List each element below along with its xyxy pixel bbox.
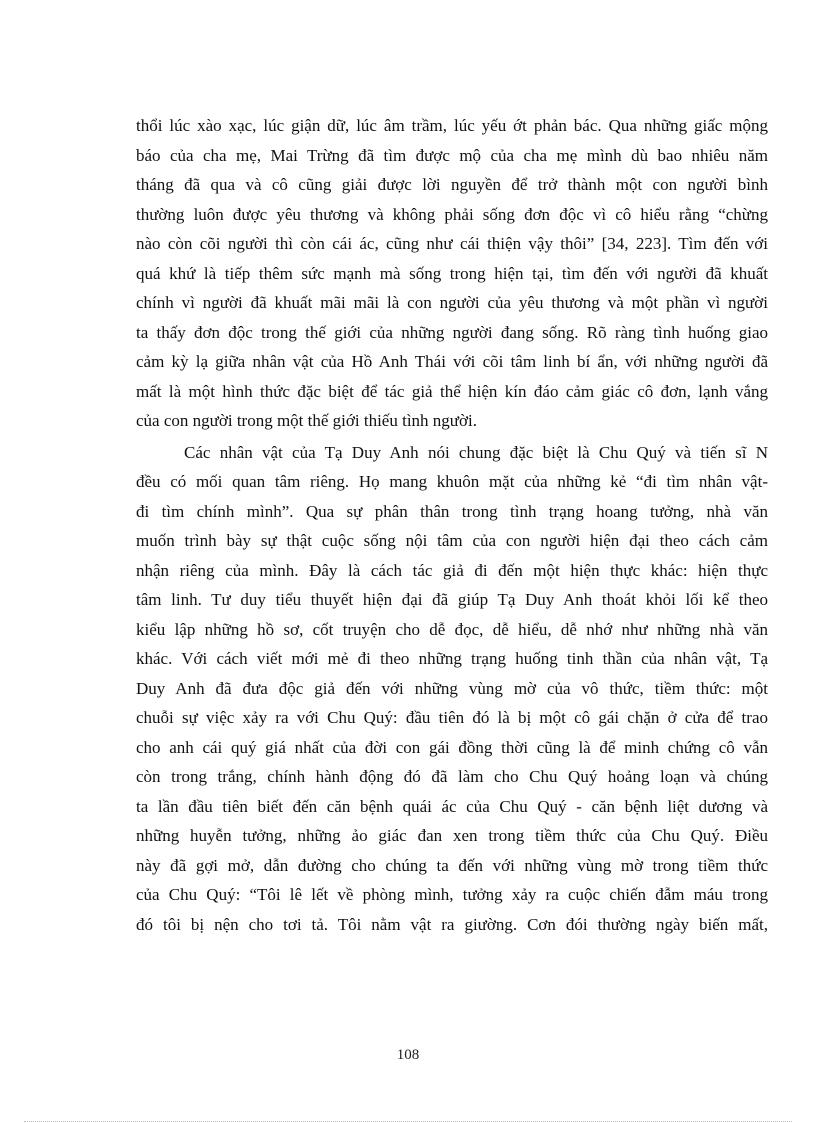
text-line: tháng đã qua và cô cũng giải được lời nguyền để trở thành một con người bình [136, 175, 768, 194]
page-bottom-border [24, 1121, 792, 1122]
text-line: Duy Anh đã đưa độc giả đến với những vùng mờ của vô thức, tiềm thức: một [136, 678, 768, 698]
text-line: cho anh cái quý giá nhất của đời con gái đồng thời cũng là để minh chứng cô vẫn [136, 737, 768, 757]
text-line: thổi lúc xào xạc, lúc giận dữ, lúc âm trầm, lúc yếu ớt phản bác. Qua những giấc mộng [136, 116, 768, 135]
text-line: tâm linh. Tư duy tiểu thuyết hiện đại đã giúp Tạ Duy Anh thoát khỏi lối kể theo [136, 590, 768, 609]
text-line: chuỗi sự việc xảy ra với Chu Quý: đầu tiên đó là bị một cô gái chặn ở cửa để trao [136, 708, 768, 727]
text-line: thường luôn được yêu thương và không phải sống đơn độc vì cô hiểu rằng “chừng [136, 204, 768, 224]
text-line: này đã gợi mở, dẫn đường cho chúng ta đến với những vùng mờ trong tiềm thức [136, 855, 768, 875]
text-line: những huyễn tưởng, những ảo giác đan xen trong tiềm thức của Chu Quý. Điều [136, 826, 768, 845]
text-line: kiểu lập những hồ sơ, cốt truyện cho dễ đọc, dễ hiểu, dễ nhớ như những nhà văn [136, 619, 768, 639]
text-line: ta lần đầu tiên biết đến căn bệnh quái ác của Chu Quý - căn bệnh liệt dương và [136, 796, 768, 816]
text-line: Các nhân vật của Tạ Duy Anh nói chung đặc biệt là Chu Quý và tiến sĩ N [184, 442, 768, 462]
page-number: 108 [396, 1047, 420, 1063]
text-line: cảm kỳ lạ giữa nhân vật của Hồ Anh Thái với cõi tâm linh bí ẩn, với những người đã [136, 352, 768, 371]
text-line: báo của cha mẹ, Mai Trừng đã tìm được mộ của cha mẹ mình dù bao nhiêu năm [136, 145, 768, 165]
text-line: nhận riêng của mình. Đây là cách tác giả đi đến một hiện thực khác: hiện thực [136, 560, 768, 580]
body-text [136, 111, 768, 939]
text-line: đó tôi bị nện cho tơi tả. Tôi nằm vật ra giường. Cơn đói thường ngày biến mất, [136, 914, 768, 934]
text-line: muốn trình bày sự thật cuộc sống nội tâm của con người hiện đại theo cách cảm [136, 531, 768, 550]
text-line: khác. Với cách viết mới mẻ đi theo những trạng huống tinh thần của nhân vật, Tạ [136, 649, 768, 668]
text-line: còn trong trắng, chính hành động đó đã làm cho Chu Quý hoảng loạn và chúng [136, 767, 768, 786]
text-line: mất là một hình thức đặc biệt để tác giả thể hiện kín đáo cảm giác cô đơn, lạnh vắng [136, 381, 768, 401]
text-line: chính vì người đã khuất mãi mãi là con người của yêu thương và một phần vì người [136, 293, 768, 312]
text-line: ta thấy đơn độc trong thế giới của những người đang sống. Rõ ràng tình huống giao [136, 322, 768, 342]
text-line: của con người trong một thế giới thiếu tình người. [136, 411, 477, 430]
text-line: đi tìm chính mình”. Qua sự phân thân trong tình trạng hoang tưởng, nhà văn [136, 501, 768, 521]
paragraph-2 [136, 438, 768, 940]
text-line: đều có mối quan tâm riêng. Họ mang khuôn mặt của những kẻ “đi tìm nhân vật- [136, 472, 768, 491]
text-line: của Chu Quý: “Tôi lê lết về phòng mình, tưởng xảy ra cuộc chiến đẫm máu trong [136, 885, 768, 904]
text-line: nào còn cõi người thì còn cái ác, cũng như cái thiện vậy thôi” [34, 223]. Tìm đến với [136, 234, 768, 253]
paragraph-1 [136, 111, 768, 436]
text-line: quá khứ là tiếp thêm sức mạnh mà sống trong hiện tại, tìm đến với người đã khuất [136, 263, 768, 283]
